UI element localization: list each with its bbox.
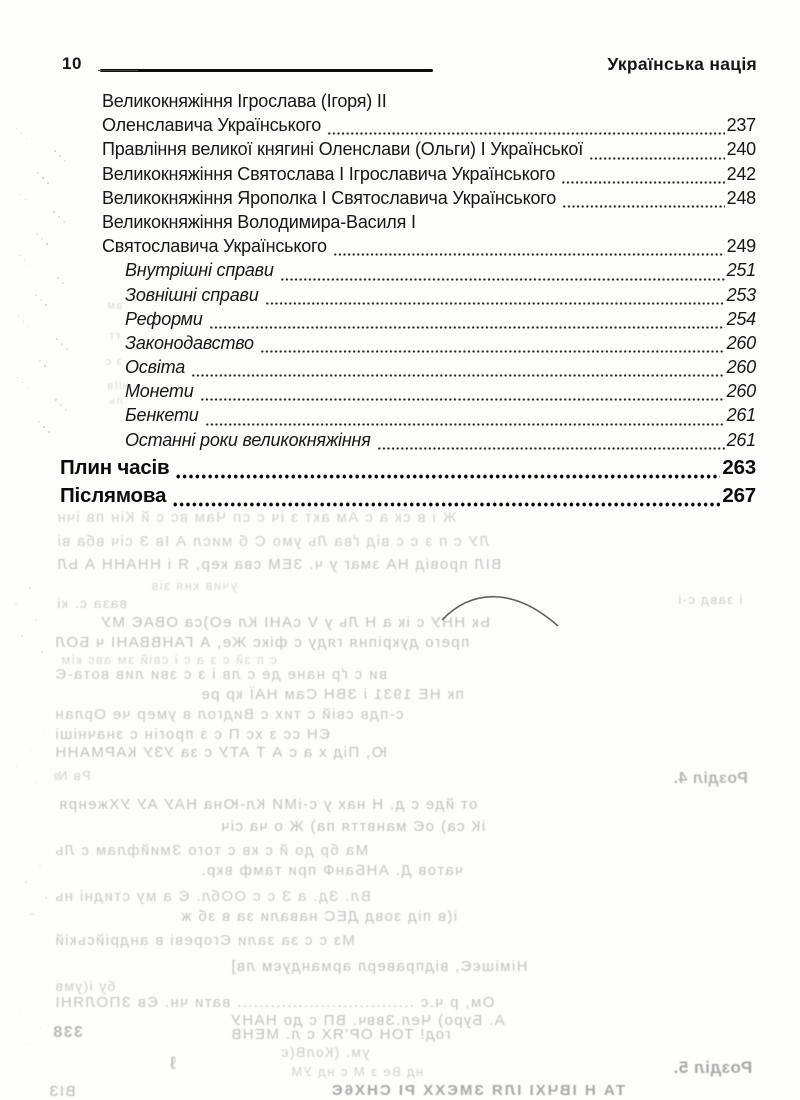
bleedthrough-line: ум. (КолВ(є (280, 1044, 370, 1060)
toc-page-number: 248 (726, 187, 756, 208)
noise-speck (29, 265, 30, 266)
noise-speck (25, 199, 26, 200)
toc-entry-label: Зовнішні справи (125, 284, 259, 305)
page-number: 10 (62, 54, 82, 73)
toc-entry-label: Останні роки великокняжіння (125, 429, 371, 450)
bleedthrough-line: ЛУ с п з с с від ґва Ль умо С б мисл А Ів З січ вба ві (56, 533, 490, 550)
toc-page-number: 261 (726, 405, 756, 426)
noise-speck (18, 316, 19, 317)
noise-speck (17, 377, 18, 378)
bleedthrough-line: ТА Н ІВЧХІ ІЛЯ ЗМЄХХ РІ СНХ6Є (330, 1082, 625, 1099)
bleedthrough-line: ваза с. кі (56, 595, 128, 611)
noise-speck (66, 348, 68, 350)
bleedthrough-line: 338 (52, 1024, 83, 1041)
noise-speck (16, 128, 17, 129)
bleedthrough-line: Розділ 4. (673, 770, 748, 787)
toc-entry-label: Великокняжіння Святослава І Ігрославича Українського (102, 163, 556, 184)
bleedthrough-line: ℓ (170, 1053, 178, 1073)
bleedthrough-line: ніїв (106, 380, 130, 392)
noise-speck (39, 865, 41, 867)
bleedthrough-line: пк НЕ 1931 і ЗВН Сам НАЇ кр ре (200, 686, 464, 703)
bleedthrough-line: ВІЗ (48, 1083, 76, 1100)
noise-speck (65, 409, 67, 411)
running-head-title: Українська нація (607, 54, 757, 74)
toc-page-number: 253 (726, 284, 756, 305)
noise-speck (54, 150, 56, 152)
toc-entry-label: Оленславича Українського (102, 115, 322, 136)
noise-speck (41, 651, 43, 653)
noise-speck (55, 399, 57, 401)
noise-speck (22, 382, 23, 383)
bleedthrough-line: прего дукріпня гяду с фікс Же, А ГАНВВАНІ ч БОЛ (54, 634, 470, 651)
toc-entry-label: Законодавство (125, 332, 254, 353)
toc-page-number: 249 (726, 236, 756, 257)
bleedthrough-line: Рв № (52, 768, 91, 783)
stray-arc-mark (438, 586, 568, 632)
bleedthrough-line: учив кня зів (150, 578, 238, 593)
toc-entry-label: Великокняжіння Ігрослава (Ігоря) II (102, 91, 387, 111)
noise-speck (63, 221, 65, 223)
noise-speck (15, 603, 17, 605)
bleedthrough-line: і(в під зовд ДЕС навали за в зб ж (180, 908, 458, 925)
bleedthrough-line: с-пдв свій с тих с Видгол в умер че Орлан (54, 706, 404, 723)
noise-speck (16, 766, 17, 767)
toc-page-number: 240 (726, 139, 756, 160)
bleedthrough-line: Розділ 5. (672, 1058, 752, 1077)
noise-speck (60, 404, 62, 406)
noise-speck (20, 1012, 21, 1013)
bleedthrough-line: Ьк ННУ с ік а Н Ль у V сАНІ Кл еО)са ОВАЄ МУ (100, 614, 490, 631)
bleedthrough-line: Вл. Зд. а З с с ООбл. Є а му стидні нь (54, 888, 371, 905)
bleedthrough-line: ви с ґр нане де с лв і з с зви лив вота-Є (54, 666, 388, 683)
toc-page-number: 263 (722, 455, 756, 479)
toc-page-number: 260 (726, 381, 756, 402)
noise-speck (26, 138, 27, 139)
noise-speck (30, 750, 31, 751)
bleedthrough-line: Ом, р ч.с ................................ вати чн. Єв ЗПОЛЯНІ (54, 994, 495, 1011)
toc-page-number: 242 (726, 163, 756, 184)
bleedthrough-line: НімішєЄ, відправерл армандуєм лв] (230, 958, 528, 975)
toc-entry-label: Освіта (125, 357, 185, 378)
bleedthrough-line: і завд с-і (676, 592, 742, 607)
toc-entry-label: Великокняжіння Володимира-Василя І (102, 211, 416, 232)
bleedthrough-line: гт (108, 330, 120, 342)
bleedthrough-line: Ж і в ск а с Ам акт з іч с сп Чам вс с й Кін пв ічн (56, 509, 457, 526)
bleedthrough-line: Ма бр до й с кв с того Змийфлам с Ль (54, 842, 369, 859)
bleedthrough-line: з с (104, 356, 122, 368)
noise-speck (21, 133, 22, 134)
noise-speck (19, 255, 20, 256)
toc-entry-label: Правління великої княгині Оленслави (Ольги) І Української (102, 139, 583, 160)
bleedthrough-line: нд Ве з М с нд УМ (290, 1064, 424, 1079)
toc-page-number: 254 (726, 308, 756, 329)
noise-speck (56, 338, 58, 340)
bleedthrough-line: с п зй с з а с і свій зм авс кім (60, 652, 277, 667)
noise-speck (53, 211, 55, 213)
noise-speck (34, 996, 35, 997)
toc-page-number: 267 (722, 483, 756, 507)
bleedthrough-line: Ю, Під х а с А Т АТУ с за УЗУ КАРМАНН (54, 744, 387, 761)
toc-page-number: 237 (726, 115, 756, 136)
noise-speck (59, 155, 61, 157)
toc-entry-label: Великокняжіння Ярополка І Святославича Українського (102, 187, 557, 208)
toc-entry-label: Плин часів (60, 455, 170, 479)
bleedthrough-line: чатов Д. АНБанФ при тамф вкр. (200, 862, 463, 879)
noise-speck (27, 387, 28, 388)
toc-page-number: 260 (726, 357, 756, 378)
noise-speck (44, 734, 45, 735)
noise-speck (31, 913, 33, 915)
bleedthrough-line: год! ТОН ОР'ЯХ с л. МЕНВ (230, 1026, 451, 1043)
toc-entry-label: Реформи (125, 308, 203, 329)
toc-page-number: 261 (726, 429, 756, 450)
noise-speck (64, 160, 66, 162)
noise-speck (26, 1044, 27, 1045)
bleedthrough-line: от йде с д. Н нах у с-іМИ Кл-Юна НАУ АУ УХженря (58, 796, 478, 813)
noise-speck (12, 520, 13, 521)
noise-speck (62, 282, 64, 284)
toc-page-number: 251 (726, 260, 756, 281)
noise-speck (21, 635, 23, 637)
bleedthrough-line: ВІЛ провід НА змаг у ч. ЗЕМ сва кер, Я і ННАНН А ЬЛ (56, 556, 502, 573)
toc-entry-label: Монети (125, 381, 194, 402)
noise-speck (25, 881, 27, 883)
noise-speck (24, 260, 25, 261)
bleedthrough-line: бу і(умв (54, 978, 116, 994)
bleedthrough-line: Мз с с за зали Єгореві в андрійській (54, 932, 355, 949)
noise-speck (40, 1028, 41, 1029)
noise-speck (23, 321, 24, 322)
noise-speck (58, 216, 60, 218)
noise-speck (45, 897, 47, 899)
noise-speck (29, 587, 31, 589)
noise-speck (61, 343, 63, 345)
bleedthrough-line: іК са) оЄ манвття па) Ж о ча січ (220, 818, 486, 835)
toc-entry-label: Святославича Українського (102, 236, 327, 257)
toc-page-number: 260 (726, 332, 756, 353)
bleedthrough-line: ЄН сс з хс П с з прогін с значніші (54, 726, 330, 743)
bleedthrough-line: ам (106, 300, 123, 312)
bleedthrough-line: ль (108, 395, 123, 407)
noise-speck (36, 782, 37, 783)
noise-speck (35, 619, 37, 621)
noise-speck (28, 326, 29, 327)
noise-speck (57, 277, 59, 279)
toc-entry-label: Внутрішні справи (125, 260, 274, 281)
toc-entry-label: Післямова (60, 483, 167, 507)
bleedthrough-line: А. Буро) Чел.Зввч. ВП с до НАНУ (230, 1012, 505, 1029)
noise-speck (20, 194, 21, 195)
toc-entry-label: Бенкети (125, 405, 199, 426)
